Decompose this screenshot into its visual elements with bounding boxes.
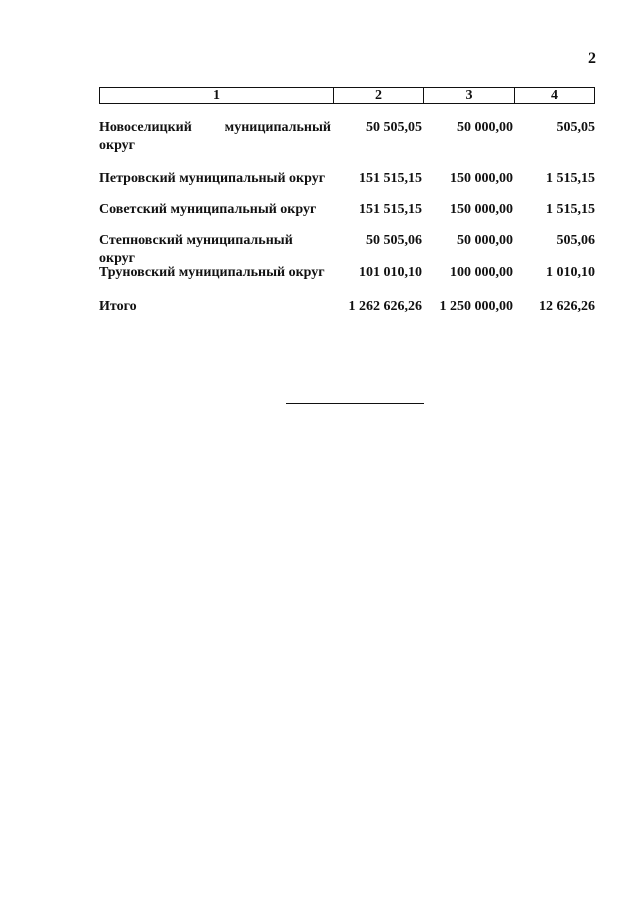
row-value-col2: 151 515,15	[359, 202, 422, 217]
row-value-col3: 150 000,00	[450, 171, 513, 186]
table-header-cell-3: 3	[423, 88, 514, 103]
row-name: Труновский муниципальный округ	[99, 265, 325, 280]
row-value-col2: 151 515,15	[359, 171, 422, 186]
table-header-cell-4: 4	[514, 88, 594, 103]
table-header-cell-2: 2	[333, 88, 423, 103]
row-value-col4: 1 515,15	[546, 171, 595, 186]
row-value-col4: 505,06	[556, 233, 595, 248]
page-number: 2	[588, 50, 596, 67]
row-value-col2: 1 262 626,26	[348, 299, 422, 314]
table-header-row	[99, 87, 595, 104]
row-value-col3: 50 000,00	[457, 233, 513, 248]
row-name: Петровский муниципальный округ	[99, 171, 326, 186]
row-value-col3: 100 000,00	[450, 265, 513, 280]
row-value-col3: 1 250 000,00	[439, 299, 513, 314]
row-name: Степновский муниципальный округ	[99, 233, 293, 266]
row-value-col4: 1 515,15	[546, 202, 595, 217]
row-value-col4: 1 010,10	[546, 265, 595, 280]
row-name: Новоселицкий муниципальный округ	[99, 120, 331, 153]
row-name: Итого	[99, 299, 137, 314]
end-divider-line	[286, 403, 424, 404]
table-header-cell-1: 1	[213, 88, 220, 103]
row-name: Советский муниципальный округ	[99, 202, 317, 217]
row-value-col4: 12 626,26	[539, 299, 595, 314]
row-value-col2: 101 010,10	[359, 265, 422, 280]
row-value-col2: 50 505,06	[366, 233, 422, 248]
row-value-col2: 50 505,05	[366, 120, 422, 135]
row-value-col3: 150 000,00	[450, 202, 513, 217]
row-value-col3: 50 000,00	[457, 120, 513, 135]
row-value-col4: 505,05	[556, 120, 595, 135]
